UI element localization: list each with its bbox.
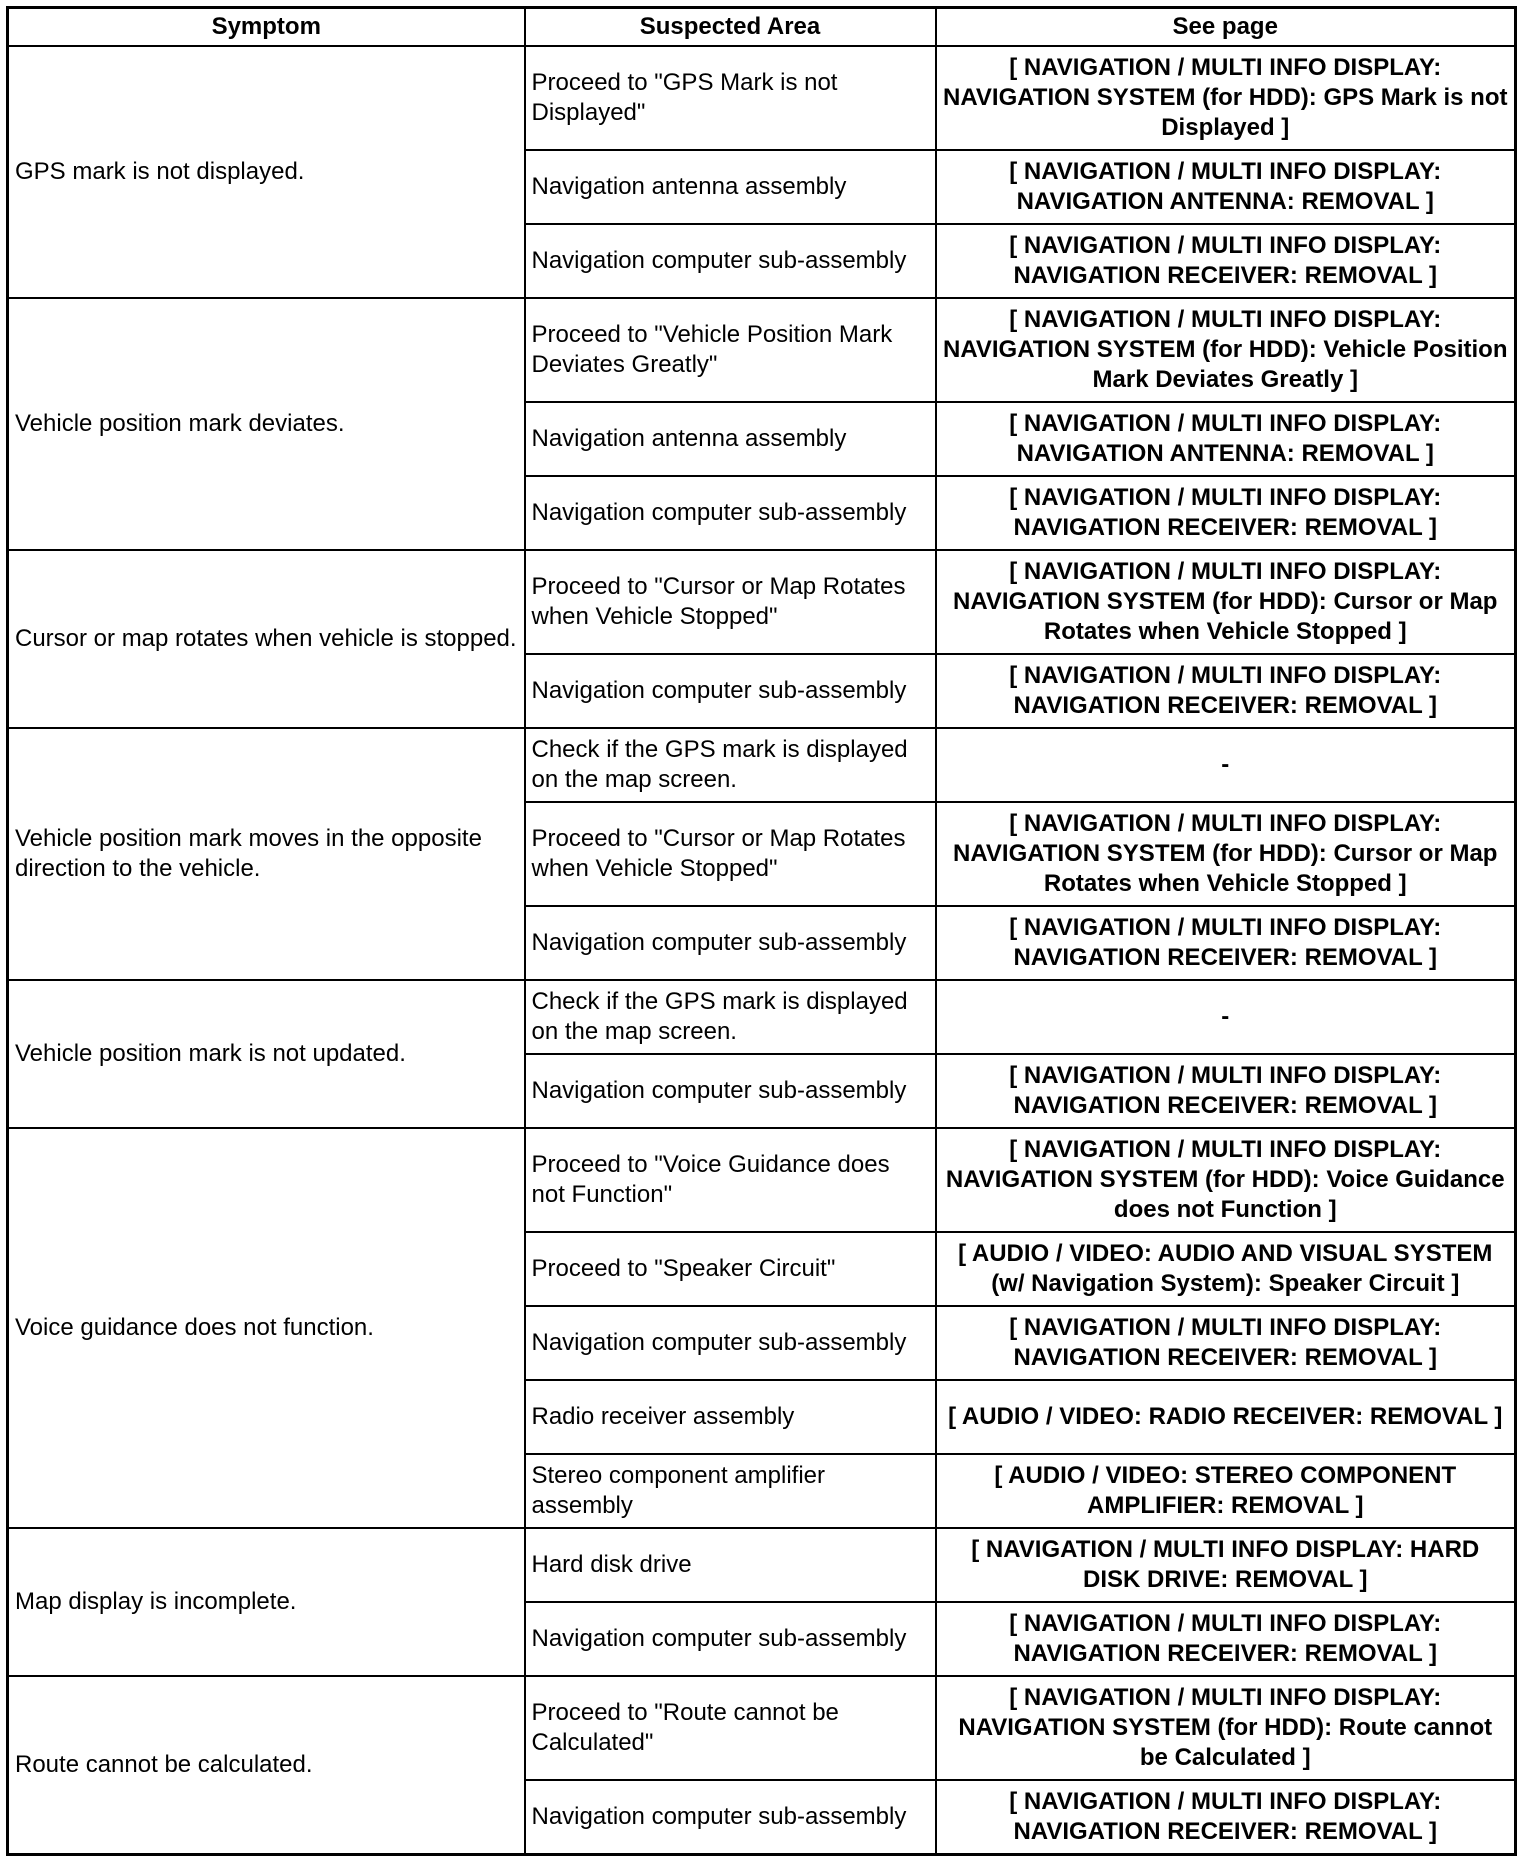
see-page-cell: - bbox=[936, 980, 1516, 1054]
see-page-cell: [ NAVIGATION / MULTI INFO DISPLAY: NAVIGATION RECEIVER: REMOVAL ] bbox=[936, 1054, 1516, 1128]
table-row bbox=[8, 298, 1516, 402]
symptom-cell: Cursor or map rotates when vehicle is stopped. bbox=[8, 550, 525, 728]
suspected-area-cell: Navigation computer sub-assembly bbox=[525, 224, 936, 298]
suspected-area-cell: Navigation computer sub-assembly bbox=[525, 476, 936, 550]
problem-symptoms-table-container bbox=[6, 6, 1514, 1856]
see-page-cell: [ AUDIO / VIDEO: STEREO COMPONENT AMPLIFIER: REMOVAL ] bbox=[936, 1454, 1516, 1528]
symptom-cell: Vehicle position mark deviates. bbox=[8, 298, 525, 550]
suspected-area-cell: Proceed to "Vehicle Position Mark Deviates Greatly" bbox=[525, 298, 936, 402]
suspected-area-cell: Hard disk drive bbox=[525, 1528, 936, 1602]
header-symptom: Symptom bbox=[8, 8, 525, 47]
suspected-area-cell: Proceed to "Speaker Circuit" bbox=[525, 1232, 936, 1306]
see-page-cell: [ NAVIGATION / MULTI INFO DISPLAY: NAVIGATION RECEIVER: REMOVAL ] bbox=[936, 654, 1516, 728]
symptom-cell: Route cannot be calculated. bbox=[8, 1676, 525, 1855]
table-row bbox=[8, 980, 1516, 1054]
see-page-cell: [ NAVIGATION / MULTI INFO DISPLAY: HARD DISK DRIVE: REMOVAL ] bbox=[936, 1528, 1516, 1602]
see-page-cell: - bbox=[936, 728, 1516, 802]
symptom-cell: Voice guidance does not function. bbox=[8, 1128, 525, 1528]
see-page-cell: [ NAVIGATION / MULTI INFO DISPLAY: NAVIGATION RECEIVER: REMOVAL ] bbox=[936, 224, 1516, 298]
see-page-cell: [ AUDIO / VIDEO: RADIO RECEIVER: REMOVAL ] bbox=[936, 1380, 1516, 1454]
problem-symptoms-table bbox=[6, 6, 1517, 1856]
table-row bbox=[8, 1676, 1516, 1780]
suspected-area-cell: Navigation antenna assembly bbox=[525, 402, 936, 476]
see-page-cell: [ NAVIGATION / MULTI INFO DISPLAY: NAVIGATION RECEIVER: REMOVAL ] bbox=[936, 906, 1516, 980]
suspected-area-cell: Radio receiver assembly bbox=[525, 1380, 936, 1454]
see-page-cell: [ NAVIGATION / MULTI INFO DISPLAY: NAVIGATION RECEIVER: REMOVAL ] bbox=[936, 476, 1516, 550]
see-page-cell: [ NAVIGATION / MULTI INFO DISPLAY: NAVIGATION RECEIVER: REMOVAL ] bbox=[936, 1306, 1516, 1380]
suspected-area-cell: Navigation computer sub-assembly bbox=[525, 654, 936, 728]
table-row bbox=[8, 728, 1516, 802]
suspected-area-cell: Proceed to "Route cannot be Calculated" bbox=[525, 1676, 936, 1780]
suspected-area-cell: Check if the GPS mark is displayed on the map screen. bbox=[525, 980, 936, 1054]
suspected-area-cell: Navigation computer sub-assembly bbox=[525, 1780, 936, 1855]
symptom-cell: GPS mark is not displayed. bbox=[8, 46, 525, 298]
see-page-cell: [ NAVIGATION / MULTI INFO DISPLAY: NAVIGATION SYSTEM (for HDD): Cursor or Map Rotates when Vehicle Stopped ] bbox=[936, 802, 1516, 906]
see-page-cell: [ NAVIGATION / MULTI INFO DISPLAY: NAVIGATION SYSTEM (for HDD): Cursor or Map Rotates when Vehicle Stopped ] bbox=[936, 550, 1516, 654]
see-page-cell: [ NAVIGATION / MULTI INFO DISPLAY: NAVIGATION RECEIVER: REMOVAL ] bbox=[936, 1602, 1516, 1676]
see-page-cell: [ NAVIGATION / MULTI INFO DISPLAY: NAVIGATION ANTENNA: REMOVAL ] bbox=[936, 402, 1516, 476]
suspected-area-cell: Navigation computer sub-assembly bbox=[525, 1306, 936, 1380]
table-row bbox=[8, 550, 1516, 654]
header-row bbox=[8, 8, 1516, 47]
header-suspected-area: Suspected Area bbox=[525, 8, 936, 47]
suspected-area-cell: Proceed to "Cursor or Map Rotates when Vehicle Stopped" bbox=[525, 550, 936, 654]
see-page-cell: [ NAVIGATION / MULTI INFO DISPLAY: NAVIGATION ANTENNA: REMOVAL ] bbox=[936, 150, 1516, 224]
header-see-page: See page bbox=[936, 8, 1516, 47]
suspected-area-cell: Check if the GPS mark is displayed on the map screen. bbox=[525, 728, 936, 802]
table-row bbox=[8, 46, 1516, 150]
symptom-cell: Map display is incomplete. bbox=[8, 1528, 525, 1676]
table-row bbox=[8, 1528, 1516, 1602]
suspected-area-cell: Navigation computer sub-assembly bbox=[525, 1054, 936, 1128]
see-page-cell: [ NAVIGATION / MULTI INFO DISPLAY: NAVIGATION RECEIVER: REMOVAL ] bbox=[936, 1780, 1516, 1855]
see-page-cell: [ NAVIGATION / MULTI INFO DISPLAY: NAVIGATION SYSTEM (for HDD): Vehicle Position Mark Deviates Greatly ] bbox=[936, 298, 1516, 402]
see-page-cell: [ NAVIGATION / MULTI INFO DISPLAY: NAVIGATION SYSTEM (for HDD): Voice Guidance does not Function ] bbox=[936, 1128, 1516, 1232]
suspected-area-cell: Navigation computer sub-assembly bbox=[525, 1602, 936, 1676]
see-page-cell: [ NAVIGATION / MULTI INFO DISPLAY: NAVIGATION SYSTEM (for HDD): Route cannot be Calculated ] bbox=[936, 1676, 1516, 1780]
symptom-cell: Vehicle position mark moves in the opposite direction to the vehicle. bbox=[8, 728, 525, 980]
suspected-area-cell: Stereo component amplifier assembly bbox=[525, 1454, 936, 1528]
suspected-area-cell: Proceed to "Voice Guidance does not Function" bbox=[525, 1128, 936, 1232]
table-row bbox=[8, 1128, 1516, 1232]
suspected-area-cell: Navigation antenna assembly bbox=[525, 150, 936, 224]
see-page-cell: [ NAVIGATION / MULTI INFO DISPLAY: NAVIGATION SYSTEM (for HDD): GPS Mark is not Displayed ] bbox=[936, 46, 1516, 150]
see-page-cell: [ AUDIO / VIDEO: AUDIO AND VISUAL SYSTEM (w/ Navigation System): Speaker Circuit ] bbox=[936, 1232, 1516, 1306]
suspected-area-cell: Proceed to "GPS Mark is not Displayed" bbox=[525, 46, 936, 150]
suspected-area-cell: Proceed to "Cursor or Map Rotates when Vehicle Stopped" bbox=[525, 802, 936, 906]
suspected-area-cell: Navigation computer sub-assembly bbox=[525, 906, 936, 980]
symptom-cell: Vehicle position mark is not updated. bbox=[8, 980, 525, 1128]
